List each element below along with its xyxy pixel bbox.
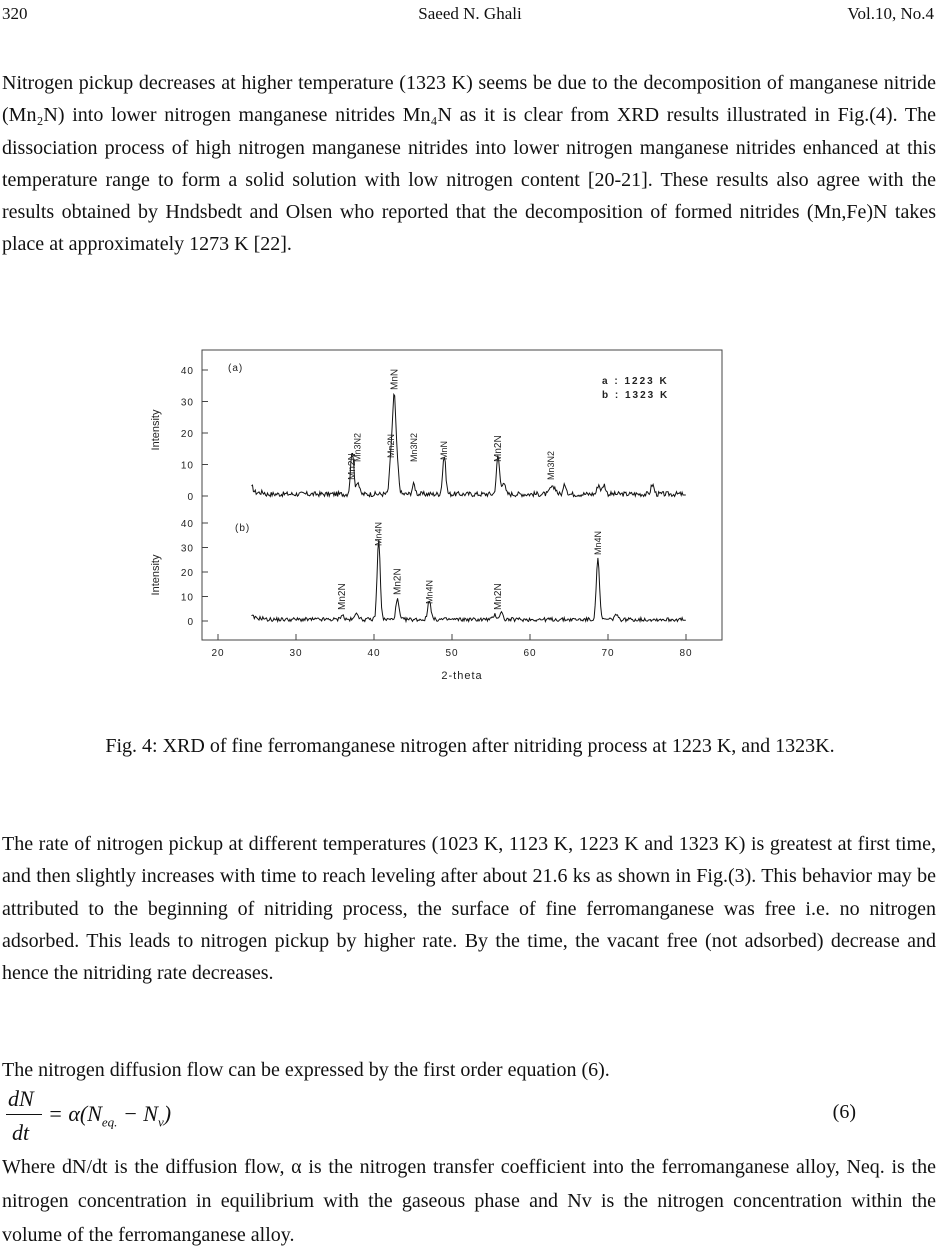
equation-minus: − N [117,1101,158,1126]
legend-entry-b: b : 1323 K [602,390,670,401]
equation-numerator: dN [8,1086,34,1111]
peak-label: Mn3N2 [352,432,363,462]
y-tick-label: 30 [180,543,194,555]
peak-label: Mn2N [347,453,359,480]
x-axis-label: 2-theta [441,670,483,682]
series-group [252,394,686,621]
x-tick-label: 80 [679,648,693,659]
equation-rhs-start: = α(N [48,1101,102,1126]
paragraph-nitrogen-pickup: Nitrogen pickup decreases at higher temperature (1323 K) seems be due to the decomposition of manganese nitride (Mn₂N) into lower nitrogen manganese nitrides Mn₄N as it is clear from XRD results illustrated in Fig.(4). The dissociation process of high nitrogen manganese nitrides into lower nitrogen manganese nitrides enhanced at this temperature range to form a solid solution with low nitrogen content [20-21]. These results also agree with the results obtained by Hndsbedt and Olsen who reported that the decomposition of formed nitrides (Mn,Fe)N takes place at approximately 1273 K [22]. [2,72,936,256]
x-tick-label: 20 [211,648,225,659]
legend-entry-a: a : 1223 K [602,376,669,387]
page-header [0,4,940,28]
peak-label: MnN [389,368,401,390]
panel-b-tag: (b) [235,523,251,534]
y-axis-label-a: Intensity [150,409,162,451]
paragraph-diffusion-intro: The nitrogen diffusion flow can be expressed by the first order equation (6). [2,1059,610,1081]
figure-caption: Fig. 4: XRD of fine ferromanganese nitrogen after nitriding process at 1223 K, and 1323K. [105,735,835,757]
paragraph-variable-definitions: Where dN/dt is the diffusion flow, α is the nitrogen transfer coefficient into the ferromanganese alloy, Neq. is the nitrogen concentration in equilibrium with the gaseous phase and Nv is the nitrogen concentration within the volume of the ferromanganese alloy. [2,1156,936,1246]
page-number: 320 [2,4,28,23]
y-tick-label: 30 [180,397,194,409]
peak-label: Mn3N2 [408,432,419,462]
peak-label: Mn4N [373,521,384,546]
y-tick-label: 20 [180,429,194,440]
x-tick-label: 70 [601,648,615,659]
x-tick-label: 60 [523,648,537,659]
y-tick-label: 10 [180,460,194,472]
peak-label: Mn2N [493,435,504,462]
y-tick-label: 10 [180,592,194,604]
peak-label: Mn3N2 [546,450,557,480]
peak-label: Mn2N [337,583,348,610]
peak-label: Mn2N [493,583,504,610]
equation-close: ) [163,1101,172,1126]
peak-label: Mn4N [592,530,603,555]
paragraph-nitrogen-rate: The rate of nitrogen pickup at different temperatures (1023 K, 1123 K, 1223 K and 1323 K) is greatest at first time, and then slightly increases with time to reach leveling after about 21.6 ks as shown in Fig.(3). This behavior may be attributed to the beginning of nitriding process, the surface of fine ferromanganese was free i.e. no nitrogen adsorbed. This leads to nitrogen pickup by higher rate. By the time, the vacant free (not adsorbed) decrease and hence the nitriding rate decreases. [2,833,936,985]
peak-label: MnN [439,440,450,460]
y-tick-label: 0 [187,617,194,628]
panel-a-tag: (a) [228,363,244,374]
xrd-figure [140,340,740,690]
y-axis-label-b: Intensity [150,554,162,596]
peak-label: Mn4N [424,579,435,604]
x-tick-label: 30 [289,648,303,659]
y-tick-label: 40 [180,519,194,530]
equation-number: (6) [832,1101,856,1123]
equation-subscript-eq: eq. [101,1114,118,1130]
equation-denominator: dt [12,1120,30,1145]
y-tick-label: 0 [187,492,194,503]
fraction-bar [6,1114,42,1115]
peak-label: Mn2N [386,433,397,458]
x-tick-label: 40 [367,648,381,659]
peak-label: Mn2N [392,568,404,595]
y-tick-label: 40 [180,366,194,377]
x-tick-label: 50 [445,648,459,659]
y-tick-label: 20 [180,568,194,579]
equation-rhs [48,1101,171,1130]
equation-subscript-v: v [157,1114,164,1130]
running-author: Saeed N. Ghali [418,4,522,23]
series-line-1323k [252,540,686,622]
series-line-1223k [252,394,686,496]
volume-info: Vol.10, No.4 [847,4,934,23]
